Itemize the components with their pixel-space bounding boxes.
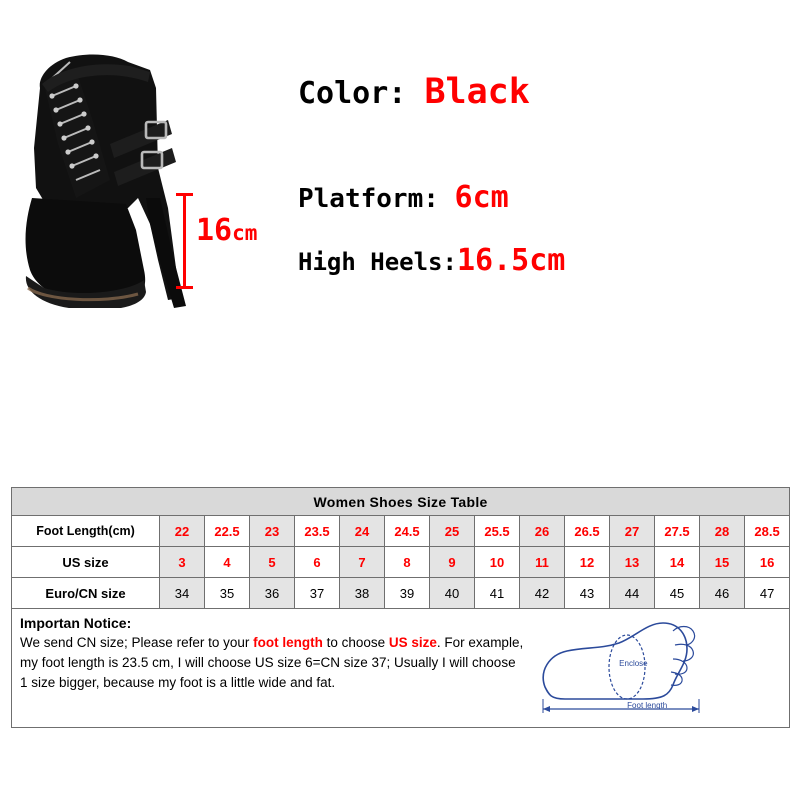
cell-foot-length: 25: [430, 516, 475, 547]
spec-high-heels: [298, 243, 565, 278]
notice-line-1-c: . For example,: [436, 635, 524, 650]
cell-foot-length: 22: [160, 516, 205, 547]
spec-platform-value: 6cm: [454, 180, 509, 215]
notice-line-3: 1 size bigger, because my foot is a little wide and fat.: [20, 675, 336, 690]
table-row: [12, 547, 790, 578]
measure-label: [196, 213, 257, 248]
cell-us-size: 8: [385, 547, 430, 578]
cell-foot-length: 27: [610, 516, 655, 547]
notice-line-1-a: We send CN size; Please refer to your: [20, 635, 254, 650]
measure-unit: cm: [232, 221, 258, 245]
cell-euro-cn-size: 34: [160, 578, 205, 609]
cell-euro-cn-size: 39: [385, 578, 430, 609]
table-row: [12, 578, 790, 609]
cell-foot-length: 24.5: [385, 516, 430, 547]
spec-platform: [298, 180, 509, 215]
notice-line-2: my foot length is 23.5 cm, I will choose US size 6=CN size 37; Usually I will choose: [20, 655, 516, 670]
measure-value: 16: [196, 213, 233, 248]
cell-us-size: 9: [430, 547, 475, 578]
notice-highlight-us-size: US size: [388, 635, 437, 650]
cell-foot-length: 26: [520, 516, 565, 547]
cell-us-size: 13: [610, 547, 655, 578]
important-notice: [12, 609, 790, 728]
cell-us-size: 14: [655, 547, 700, 578]
cell-euro-cn-size: 38: [340, 578, 385, 609]
row-header-euro-cn-size: Euro/CN size: [12, 578, 160, 609]
cell-euro-cn-size: 47: [745, 578, 790, 609]
cell-foot-length: 28.5: [745, 516, 790, 547]
notice-line-1-b: to choose: [322, 635, 389, 650]
cell-us-size: 7: [340, 547, 385, 578]
women-shoes-size-table: [11, 487, 790, 728]
cell-euro-cn-size: 45: [655, 578, 700, 609]
cell-foot-length: 26.5: [565, 516, 610, 547]
cell-euro-cn-size: 46: [700, 578, 745, 609]
cell-euro-cn-size: 36: [250, 578, 295, 609]
cell-euro-cn-size: 43: [565, 578, 610, 609]
spec-color-key: Color:: [298, 76, 407, 111]
cell-foot-length: 23: [250, 516, 295, 547]
cell-euro-cn-size: 44: [610, 578, 655, 609]
cell-us-size: 3: [160, 547, 205, 578]
diagram-label-enclose: Enclose: [619, 659, 648, 668]
table-title-row: [12, 488, 790, 516]
cell-foot-length: 25.5: [475, 516, 520, 547]
cell-us-size: 12: [565, 547, 610, 578]
diagram-label-foot-length: Foot length: [627, 701, 668, 710]
height-measurement: [176, 185, 296, 297]
cell-us-size: 10: [475, 547, 520, 578]
cell-euro-cn-size: 42: [520, 578, 565, 609]
cell-us-size: 6: [295, 547, 340, 578]
table-row: [12, 516, 790, 547]
spec-high-heels-key: High Heels:: [298, 248, 457, 276]
cell-euro-cn-size: 35: [205, 578, 250, 609]
cell-us-size: 16: [745, 547, 790, 578]
measure-cap-bottom: [176, 286, 193, 289]
cell-euro-cn-size: 40: [430, 578, 475, 609]
cell-euro-cn-size: 37: [295, 578, 340, 609]
spec-color-value: Black: [424, 72, 530, 112]
spec-high-heels-value: 16.5cm: [456, 243, 566, 278]
notice-title: Importan Notice:: [20, 615, 132, 631]
cell-us-size: 11: [520, 547, 565, 578]
spec-platform-key: Platform:: [298, 184, 439, 214]
foot-measure-diagram: [523, 615, 783, 717]
notice-row: [12, 609, 790, 728]
cell-foot-length: 23.5: [295, 516, 340, 547]
table-title: Women Shoes Size Table: [12, 488, 790, 516]
spec-color: [298, 72, 530, 112]
cell-us-size: 4: [205, 547, 250, 578]
cell-us-size: 15: [700, 547, 745, 578]
cell-euro-cn-size: 41: [475, 578, 520, 609]
size-table-container: [11, 487, 789, 728]
cell-foot-length: 27.5: [655, 516, 700, 547]
row-header-us-size: US size: [12, 547, 160, 578]
cell-us-size: 5: [250, 547, 295, 578]
cell-foot-length: 24: [340, 516, 385, 547]
row-header-foot-length: Foot Length(cm): [12, 516, 160, 547]
notice-highlight-foot-length: foot length: [253, 635, 323, 650]
cell-foot-length: 28: [700, 516, 745, 547]
measure-bar: [183, 193, 186, 289]
cell-foot-length: 22.5: [205, 516, 250, 547]
